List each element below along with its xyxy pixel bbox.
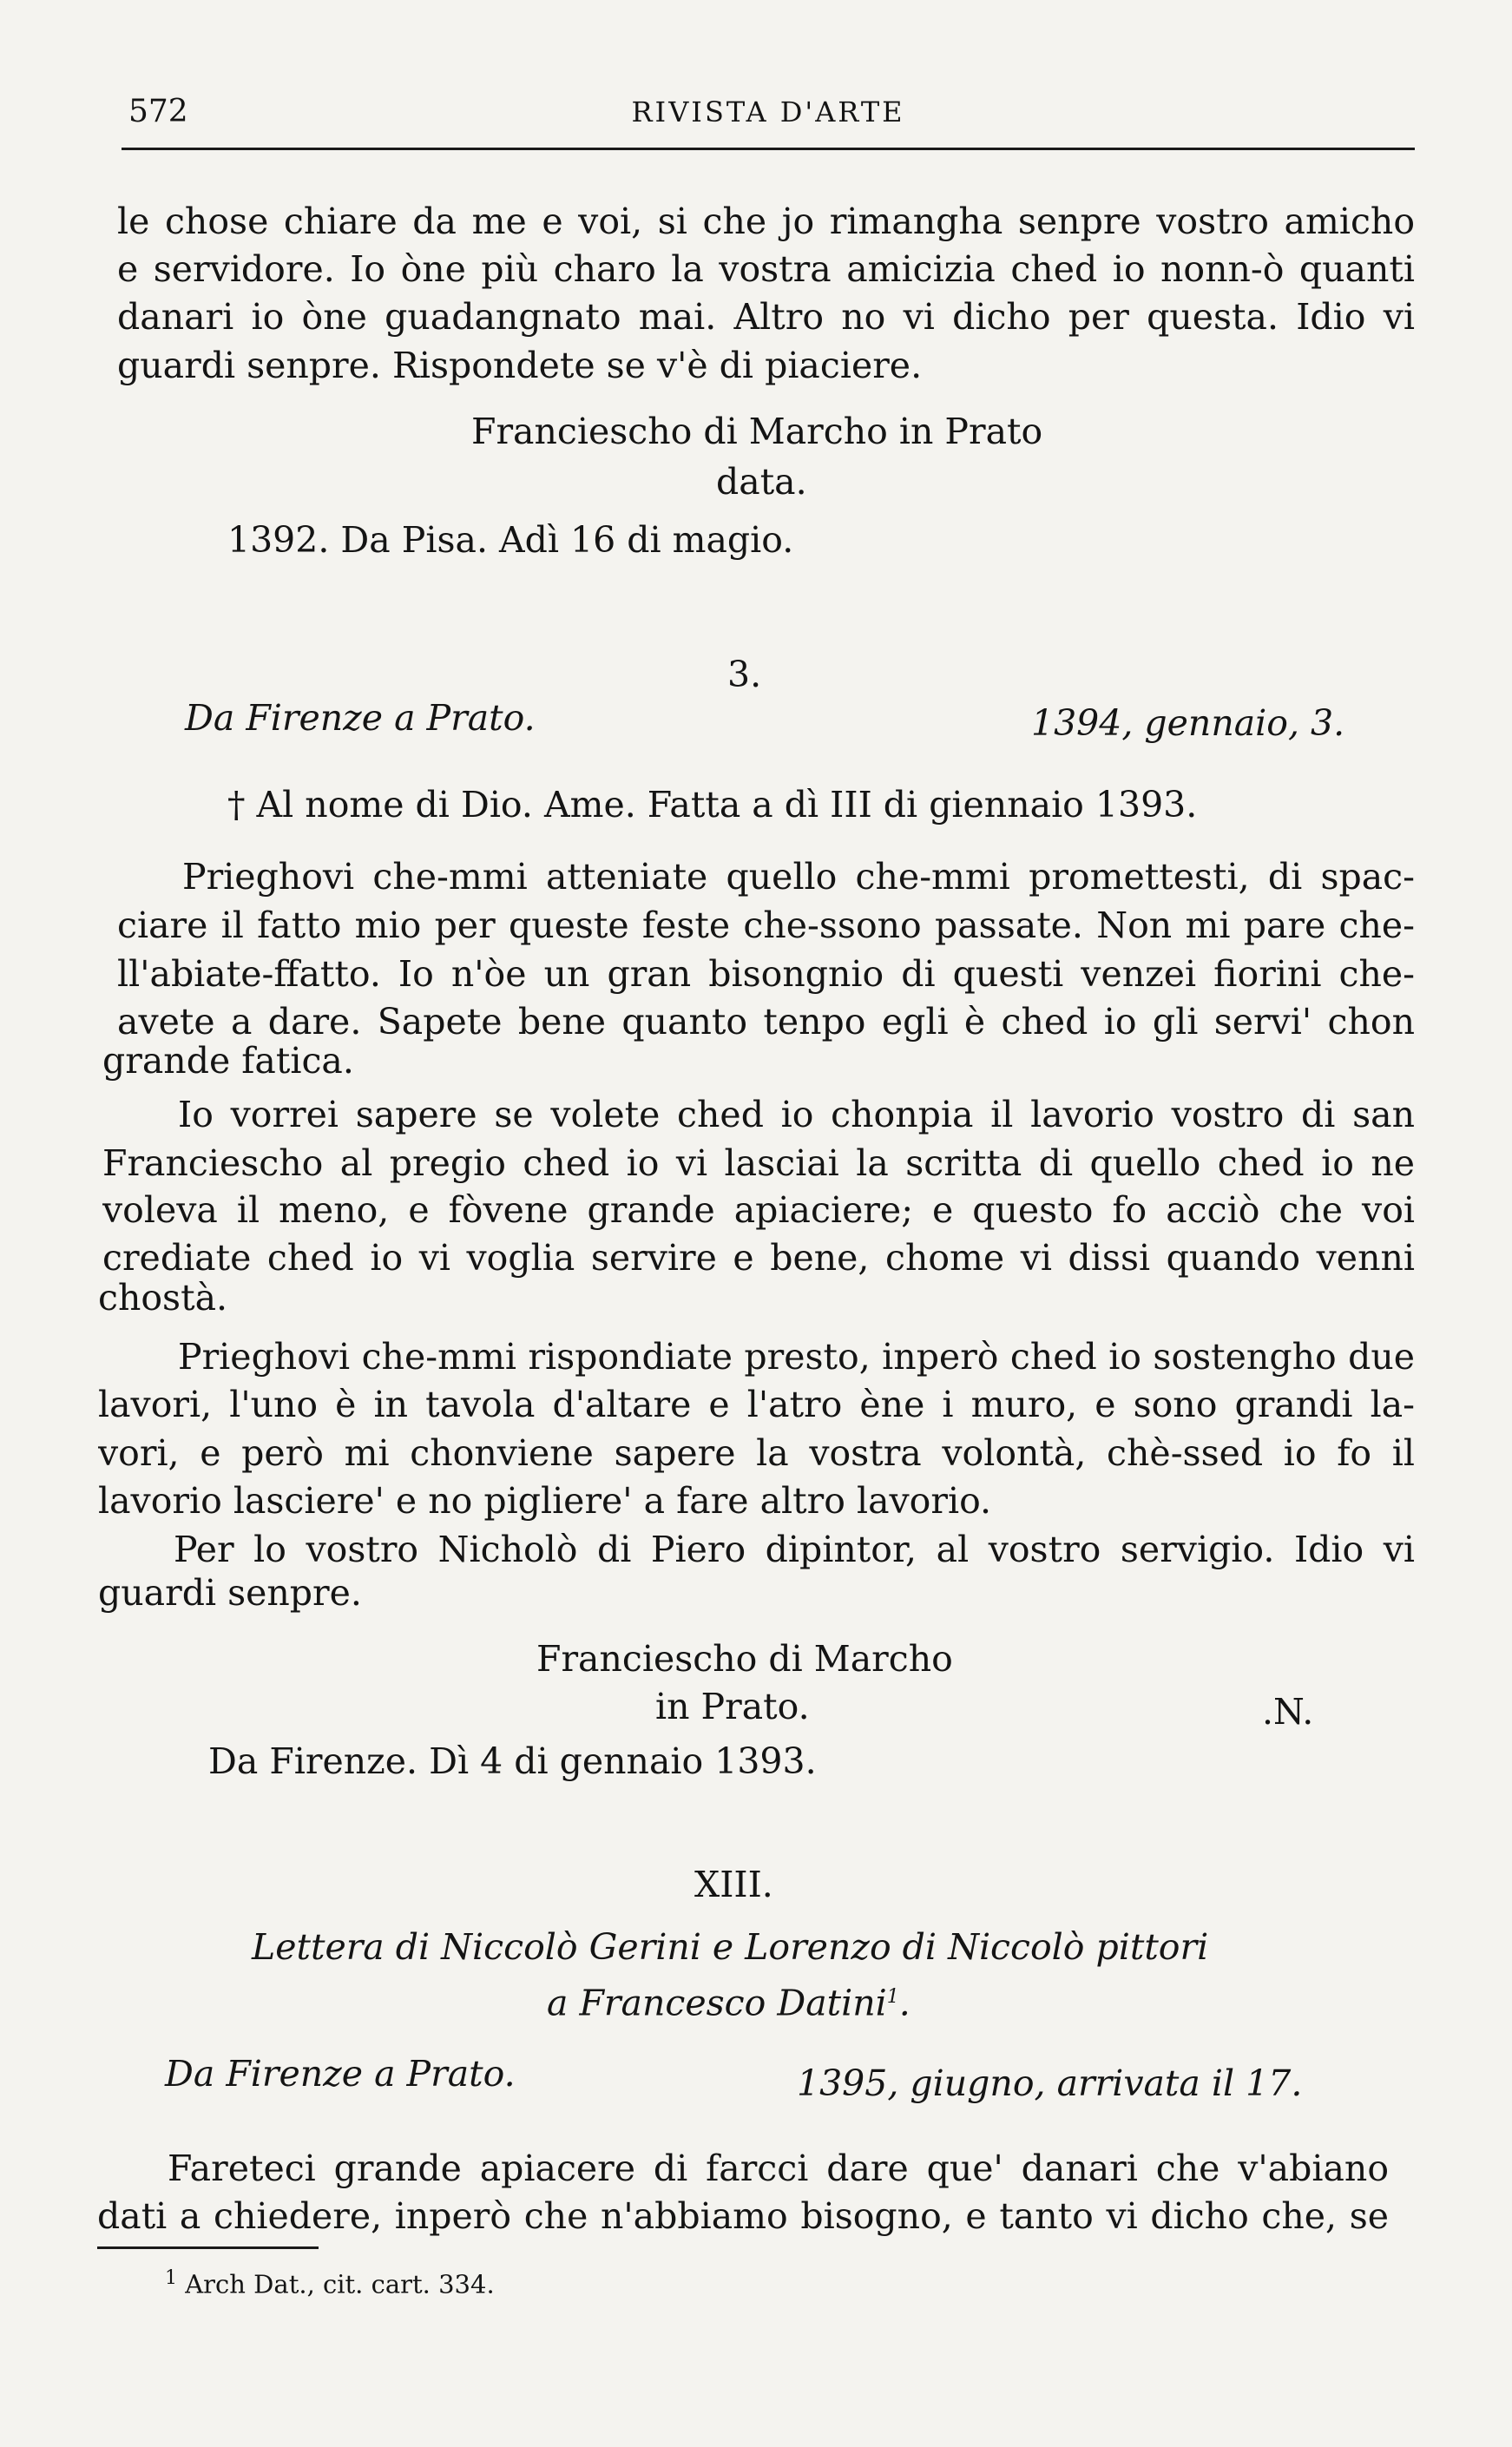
text-line: Per lo vostro Nicholò di Piero dipintor, al vostro servigio. Idio vi	[174, 1529, 1415, 1570]
section-title: Lettera di Niccolò Gerini e Lorenzo di Niccolò pittori	[252, 1926, 1209, 1968]
text-line: lavorio lasciere' e no pigliere' a fare altro lavorio.	[98, 1480, 992, 1522]
section-title	[547, 1974, 910, 2027]
letter-dateline: Da Firenze. Dì 4 di gennaio 1393.	[208, 1740, 817, 1782]
text-line: ciare il fatto mio per queste feste che-ssono passate. Non mi pare che-	[117, 904, 1415, 946]
text-line: grande fatica.	[102, 1040, 354, 1082]
footnote-text: Arch Dat., cit. cart. 334.	[185, 2269, 495, 2299]
text-line: guardi senpre.	[98, 1572, 362, 1614]
text-line: crediate ched io vi voglia servire e bene, chome vi dissi quando venni	[102, 1237, 1415, 1279]
letter-address: Franciescho di Marcho in Prato	[471, 411, 1043, 452]
page-header	[122, 87, 1415, 139]
footnote-mark: 1	[165, 2267, 177, 2289]
section-title-end: .	[898, 1982, 910, 2024]
footnote	[165, 2267, 495, 2299]
text-line: avete a dare. Sapete bene quanto tenpo egli è ched io gli servi' chon	[117, 1001, 1415, 1043]
header-rule	[122, 148, 1415, 150]
text-line: lavori, l'uno è in tavola d'altare e l'atro ène i muro, e sono grandi la-	[98, 1384, 1415, 1425]
letter-mark: .N.	[1262, 1691, 1314, 1733]
letter-route: Da Firenze a Prato.	[185, 697, 536, 739]
text-line: chostà.	[98, 1277, 228, 1319]
section-numeral: XIII.	[694, 1864, 773, 1905]
footnote-reference: 1	[886, 1986, 899, 2008]
letter-route: Da Firenze a Prato.	[165, 2053, 516, 2095]
text-line: e servidore. Io òne più charo la vostra amicizia ched io nonn-ò quanti	[117, 248, 1415, 290]
running-title: RIVISTA D'ARTE	[631, 95, 905, 128]
letter-address: Franciescho di Marcho	[536, 1638, 953, 1680]
text-line: Io vorrei sapere se volete ched io chonpia il lavorio vostro di san	[178, 1094, 1415, 1135]
text-line: Prieghovi che-mmi atteniate quello che-mmi promettesti, di spac-	[182, 856, 1415, 898]
text-line: danari io òne guadangnato mai. Altro no vi dicho per questa. Idio vi	[117, 296, 1415, 338]
text-line: Prieghovi che-mmi rispondiate presto, inperò ched io sostengho due	[178, 1336, 1415, 1378]
letter-number: 3.	[727, 654, 762, 695]
page-number: 572	[128, 94, 188, 129]
letter-date: 1394, gennaio, 3.	[1031, 702, 1345, 744]
letter-dateline: 1392. Da Pisa. Adì 16 di magio.	[227, 519, 794, 561]
text-line: vori, e però mi chonviene sapere la vostra volontà, chè-ssed io fo il	[98, 1432, 1415, 1474]
text-line: Fareteci grande apiacere di farcci dare que' danari che v'abiano	[168, 2148, 1389, 2189]
text-line: Franciescho al pregio ched io vi lasciai la scritta di quello ched io ne	[102, 1142, 1415, 1184]
text-line: voleva il meno, e fòvene grande apiaciere; e questo fo acciò che voi	[102, 1189, 1415, 1231]
text-line: dati a chiedere, inperò che n'abbiamo bisogno, e tanto vi dicho che, se	[97, 2195, 1389, 2237]
letter-address: in Prato.	[655, 1686, 810, 1727]
footnote-rule	[97, 2246, 319, 2249]
text-line: ll'abiate-ffatto. Io n'òe un gran bisongnio di questi venzei fiorini che-	[117, 953, 1415, 995]
text-line: le chose chiare da me e voi, si che jo rimangha senpre vostro amicho	[117, 201, 1415, 242]
letter-invocation: † Al nome di Dio. Ame. Fatta a dì III di giennaio 1393.	[227, 784, 1198, 826]
text-line: guardi senpre. Rispondete se v'è di piaciere.	[117, 345, 923, 386]
section-title-text: a Francesco Datini	[547, 1982, 887, 2024]
letter-date: 1395, giugno, arrivata il 17.	[797, 2062, 1303, 2104]
letter-address: data.	[716, 461, 807, 503]
